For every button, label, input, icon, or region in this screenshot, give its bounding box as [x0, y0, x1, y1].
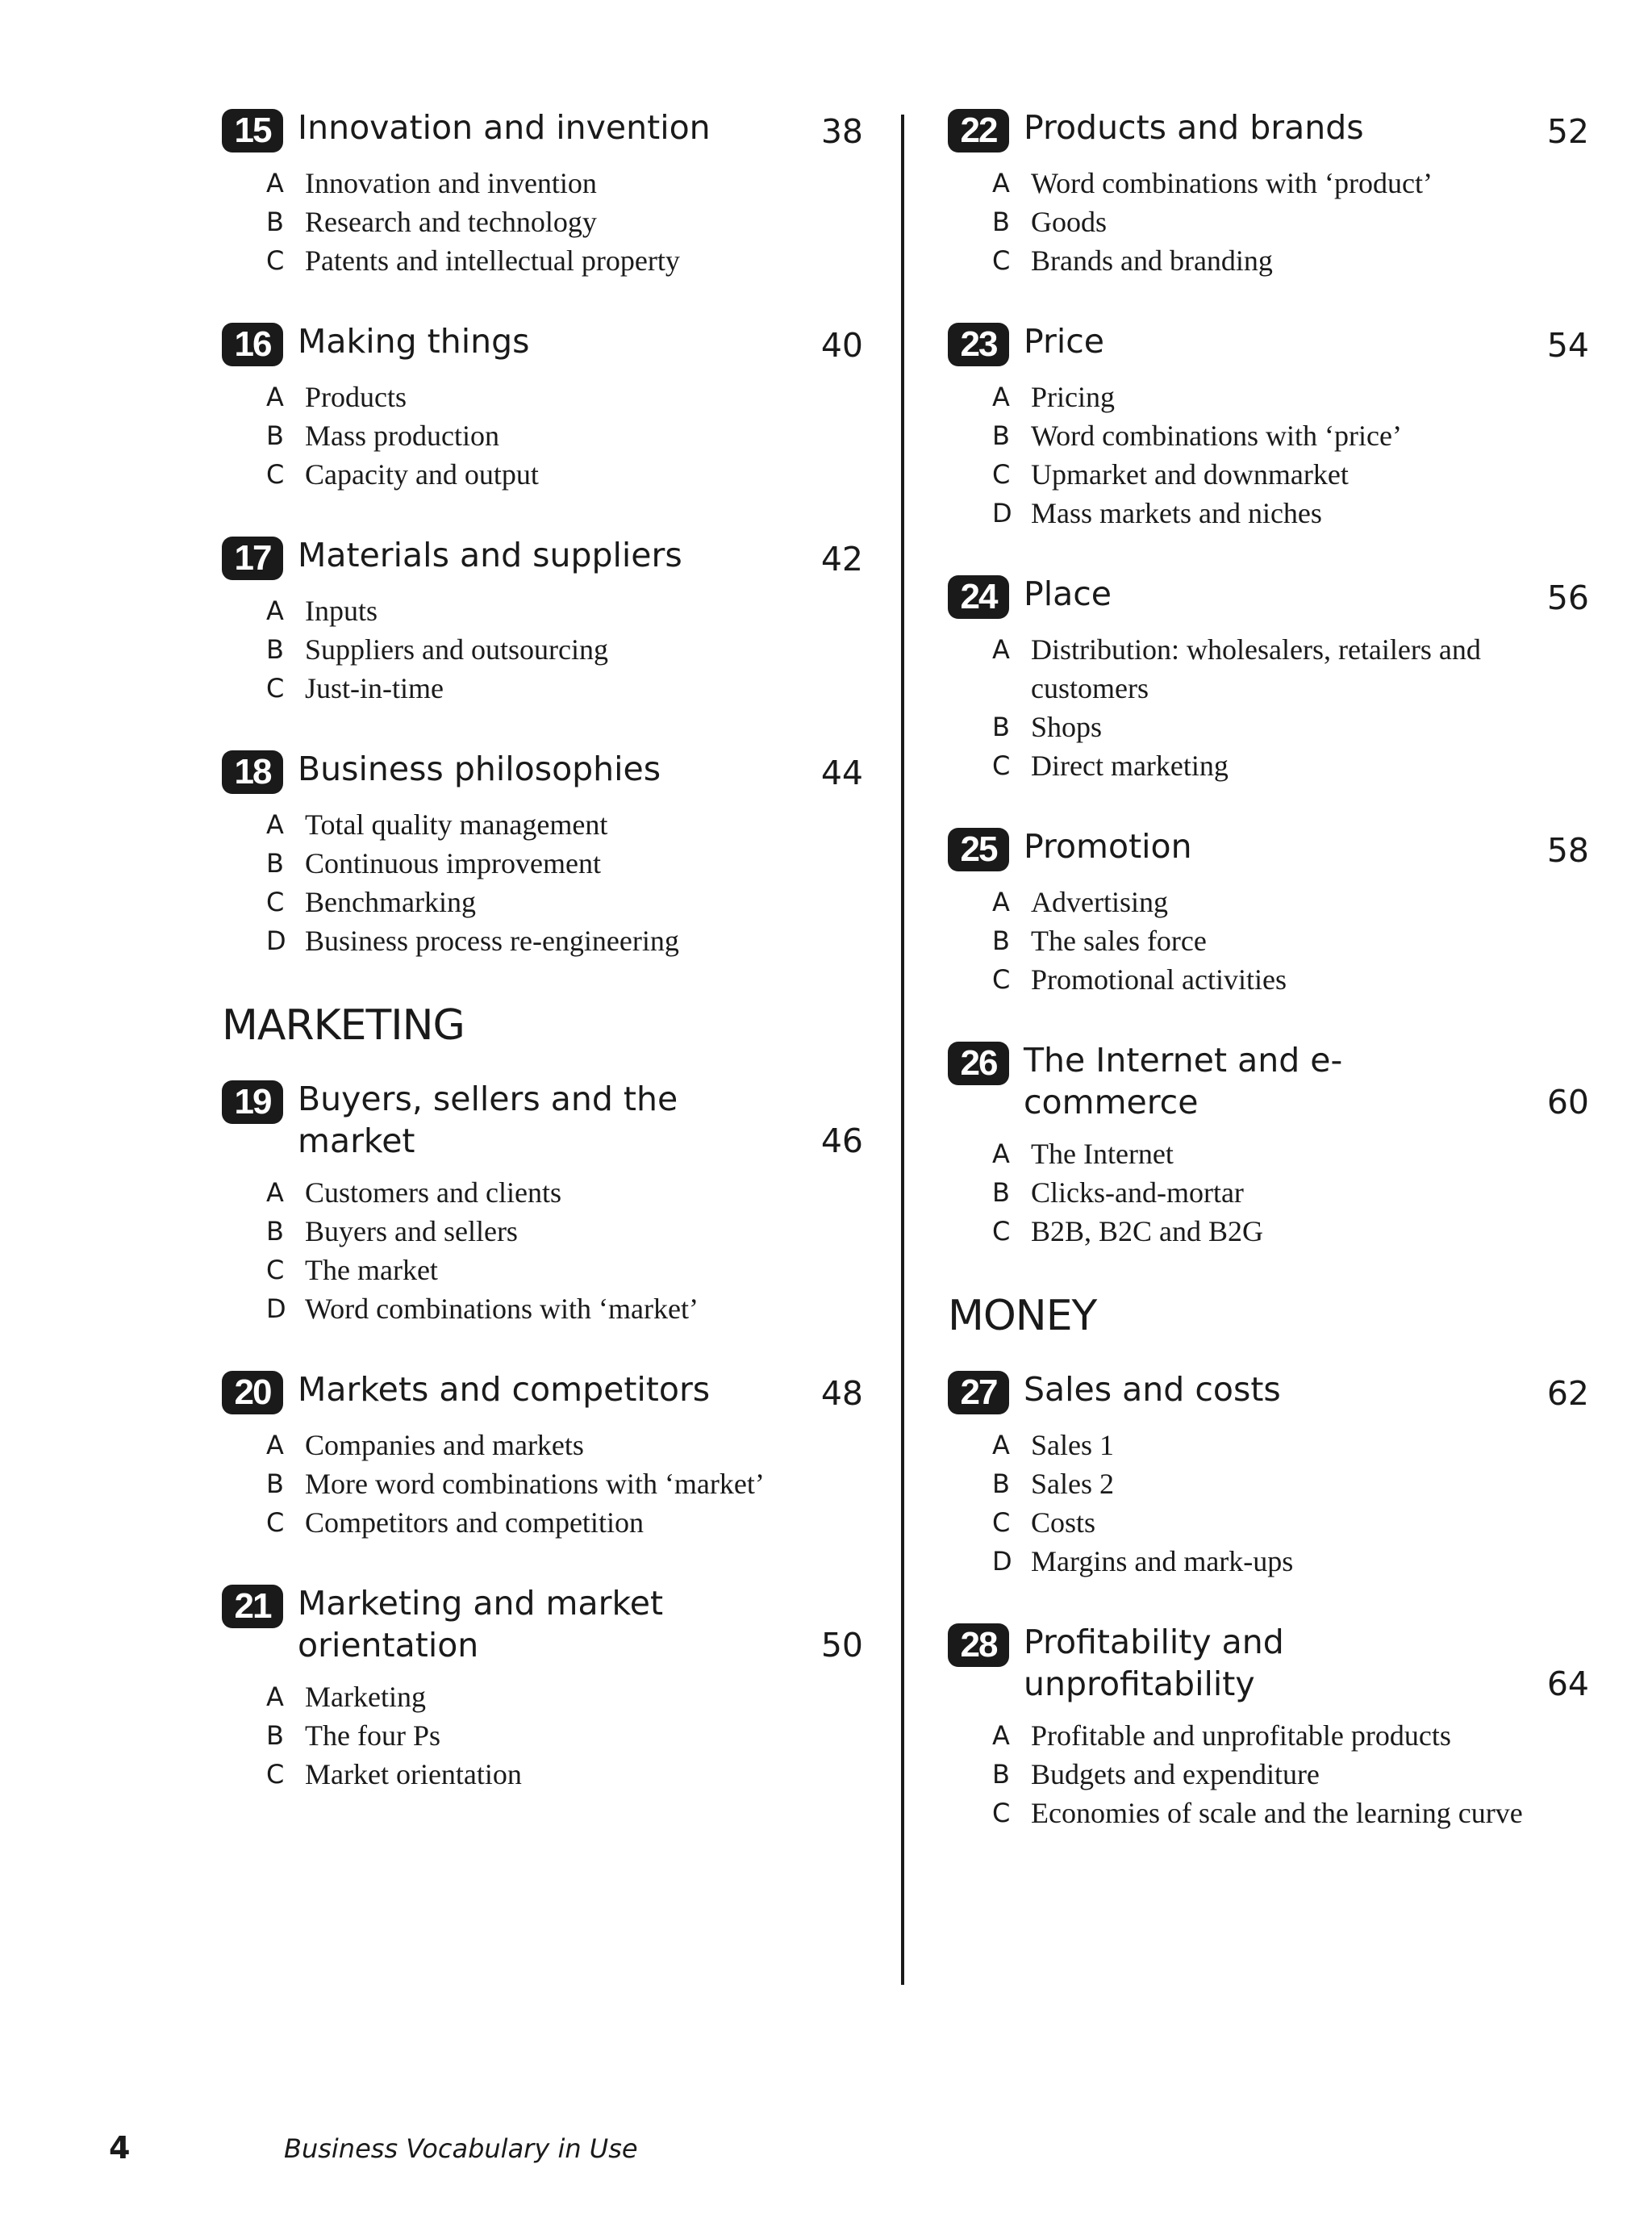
- section-item: [266, 1212, 863, 1251]
- section-item: [266, 416, 863, 455]
- section-item: [992, 1426, 1589, 1464]
- unit-entry[interactable]: [948, 1621, 1589, 1832]
- unit-number-badge: 17: [222, 537, 283, 580]
- unit-title: Price: [1024, 322, 1105, 361]
- section-item: [992, 1755, 1589, 1794]
- unit-sections: [222, 1677, 863, 1794]
- section-title: Budgets and expenditure: [1031, 1758, 1320, 1790]
- unit-page-number: 44: [820, 754, 863, 792]
- section-letter: A: [992, 634, 1010, 665]
- section-letter: C: [266, 1759, 285, 1790]
- section-heading: MARKETING: [222, 1001, 465, 1050]
- unit-title: Products and brands: [1024, 108, 1364, 147]
- unit-entry[interactable]: [222, 107, 863, 280]
- unit-number-badge: 22: [948, 109, 1009, 152]
- unit-page-number: 60: [1546, 1083, 1589, 1122]
- unit-sections: [222, 1426, 863, 1542]
- section-item: [266, 921, 863, 960]
- section-item: [266, 1716, 863, 1755]
- section-title: Marketing: [305, 1681, 426, 1713]
- unit-page-number: 42: [820, 540, 863, 579]
- unit-entry[interactable]: [948, 573, 1589, 785]
- section-title: Direct marketing: [1031, 750, 1229, 782]
- section-title: Competitors and competition: [305, 1506, 644, 1539]
- unit-title: Business philosophies: [298, 750, 661, 788]
- section-item: [266, 1677, 863, 1716]
- unit-page-number: 38: [820, 112, 863, 151]
- section-item: [992, 960, 1589, 999]
- section-item: [992, 1134, 1589, 1173]
- section-item: [266, 805, 863, 844]
- unit-page-number: 64: [1546, 1665, 1589, 1703]
- unit-sections: [948, 164, 1589, 280]
- section-letter: B: [992, 1759, 1010, 1790]
- section-letter: A: [266, 1681, 284, 1712]
- section-title: Economies of scale and the learning curve: [1031, 1797, 1523, 1829]
- unit-header: [948, 107, 1589, 152]
- unit-sections: [222, 378, 863, 494]
- section-item: [266, 883, 863, 921]
- section-item: [992, 1173, 1589, 1212]
- section-item: [266, 241, 863, 280]
- section-title: Capacity and output: [305, 458, 539, 491]
- section-item: [992, 378, 1589, 416]
- section-letter: B: [992, 1177, 1010, 1208]
- unit-header: [948, 573, 1589, 619]
- contents-right-column: [948, 107, 1589, 1873]
- section-item: [266, 1173, 863, 1212]
- unit-sections: [948, 630, 1589, 785]
- section-letter: D: [992, 498, 1012, 528]
- unit-title: Innovation and invention: [298, 108, 711, 147]
- section-title: Just-in-time: [305, 672, 444, 704]
- section-title: Word combinations with ‘market’: [305, 1293, 699, 1325]
- unit-sections: [948, 378, 1589, 533]
- section-letter: B: [266, 848, 284, 879]
- section-letter: A: [992, 1720, 1010, 1751]
- unit-header: [222, 534, 863, 580]
- unit-sections: [948, 1716, 1589, 1832]
- section-letter: B: [992, 207, 1010, 237]
- section-item: [266, 1464, 863, 1503]
- section-title: Promotional activities: [1031, 963, 1287, 996]
- unit-title: Place: [1024, 574, 1112, 613]
- unit-page-number: 46: [820, 1122, 863, 1160]
- section-letter: D: [992, 1546, 1012, 1577]
- section-title: Word combinations with ‘price’: [1031, 420, 1402, 452]
- unit-number-badge: 24: [948, 575, 1009, 619]
- unit-page-number: 52: [1546, 112, 1589, 151]
- section-letter: B: [266, 1216, 284, 1247]
- section-letter: C: [992, 1216, 1011, 1247]
- section-title: Sales 1: [1031, 1429, 1114, 1461]
- section-item: [266, 844, 863, 883]
- section-item: [992, 708, 1589, 746]
- section-title: Patents and intellectual property: [305, 244, 680, 277]
- section-title: The Internet: [1031, 1138, 1174, 1170]
- unit-number-badge: 19: [222, 1080, 283, 1124]
- section-title: Margins and mark-ups: [1031, 1545, 1294, 1577]
- section-letter: B: [266, 634, 284, 665]
- section-item: [266, 455, 863, 494]
- section-title: Business process re-engineering: [305, 925, 679, 957]
- unit-number-badge: 25: [948, 828, 1009, 871]
- section-letter: A: [266, 595, 284, 626]
- section-item: [992, 1212, 1589, 1251]
- section-title: The sales force: [1031, 925, 1207, 957]
- section-letter: C: [266, 673, 285, 704]
- unit-sections: [222, 164, 863, 280]
- unit-header: [222, 320, 863, 366]
- section-letter: A: [266, 1430, 284, 1460]
- section-letter: C: [266, 459, 285, 490]
- unit-page-number: 58: [1546, 831, 1589, 870]
- unit-number-badge: 28: [948, 1623, 1009, 1667]
- section-title: Brands and branding: [1031, 244, 1273, 277]
- section-item: [266, 591, 863, 630]
- unit-title: Markets and competitors: [298, 1370, 711, 1409]
- section-title: Costs: [1031, 1506, 1096, 1539]
- section-letter: C: [266, 1255, 285, 1285]
- section-letter: C: [992, 459, 1011, 490]
- unit-header: [948, 825, 1589, 871]
- section-item: [266, 630, 863, 669]
- section-item: [992, 203, 1589, 241]
- unit-page-number: 40: [820, 326, 863, 365]
- unit-page-number: 56: [1546, 579, 1589, 617]
- unit-entry[interactable]: [948, 1368, 1589, 1581]
- section-title: Benchmarking: [305, 886, 476, 918]
- section-title: Inputs: [305, 595, 378, 627]
- unit-number-badge: 16: [222, 323, 283, 366]
- section-item: [266, 203, 863, 241]
- section-letter: A: [266, 168, 284, 198]
- section-letter: C: [266, 245, 285, 276]
- unit-title: Promotion: [1024, 827, 1192, 866]
- section-item: [266, 378, 863, 416]
- section-item: [266, 164, 863, 203]
- section-item: [992, 883, 1589, 921]
- unit-page-number: 48: [820, 1374, 863, 1413]
- footer-page-number: 4: [109, 2130, 131, 2166]
- section-item: [992, 416, 1589, 455]
- section-title: Products: [305, 381, 407, 413]
- unit-header: [948, 1368, 1589, 1414]
- section-item: [992, 1716, 1589, 1755]
- section-item: [992, 1794, 1589, 1832]
- unit-entry[interactable]: [222, 320, 863, 494]
- section-letter: A: [992, 168, 1010, 198]
- section-item: [992, 494, 1589, 533]
- section-title: Profitable and unprofitable products: [1031, 1719, 1451, 1752]
- unit-entry[interactable]: [222, 1582, 863, 1794]
- section-title: Advertising: [1031, 886, 1168, 918]
- section-letter: A: [992, 887, 1010, 917]
- unit-entry[interactable]: [222, 748, 863, 960]
- unit-page-number: 54: [1546, 326, 1589, 365]
- unit-sections: [222, 1173, 863, 1328]
- section-title: Clicks-and-mortar: [1031, 1176, 1244, 1209]
- section-title: Innovation and invention: [305, 167, 597, 199]
- unit-header: [222, 1078, 863, 1162]
- section-letter: B: [266, 420, 284, 451]
- section-title: Buyers and sellers: [305, 1215, 518, 1247]
- section-item: [992, 630, 1589, 708]
- section-heading: MONEY: [948, 1292, 1097, 1340]
- section-letter: C: [992, 750, 1011, 781]
- section-title: Total quality management: [305, 808, 608, 841]
- unit-title: Making things: [298, 322, 530, 361]
- section-title: Customers and clients: [305, 1176, 561, 1209]
- unit-header: [948, 1621, 1589, 1705]
- unit-number-badge: 23: [948, 323, 1009, 366]
- section-letter: C: [992, 1507, 1011, 1538]
- unit-sections: [948, 883, 1589, 999]
- section-letter: B: [992, 712, 1010, 742]
- section-title: The four Ps: [305, 1719, 440, 1752]
- section-title: Mass markets and niches: [1031, 497, 1322, 529]
- unit-entry[interactable]: [948, 825, 1589, 999]
- section-letter: D: [266, 925, 286, 956]
- unit-header: [948, 320, 1589, 366]
- section-letter: B: [266, 207, 284, 237]
- section-letter: C: [266, 1507, 285, 1538]
- section-letter: B: [266, 1468, 284, 1499]
- section-title: Mass production: [305, 420, 499, 452]
- section-title: Research and technology: [305, 206, 597, 238]
- section-item: [992, 1503, 1589, 1542]
- section-letter: B: [992, 925, 1010, 956]
- unit-page-number: 50: [820, 1626, 863, 1665]
- section-title: Distribution: wholesalers, retailers and customers: [1031, 633, 1481, 704]
- unit-sections: [948, 1426, 1589, 1581]
- unit-title: Marketing and market orientation: [298, 1584, 664, 1665]
- section-letter: B: [266, 1720, 284, 1751]
- section-item: [266, 1251, 863, 1289]
- footer-book-title: Business Vocabulary in Use: [284, 2133, 638, 2164]
- section-item: [992, 241, 1589, 280]
- unit-header: [222, 1368, 863, 1414]
- section-item: [266, 1755, 863, 1794]
- unit-entry[interactable]: [948, 320, 1589, 533]
- unit-title: Buyers, sellers and the market: [298, 1080, 678, 1160]
- unit-title: Sales and costs: [1024, 1370, 1281, 1409]
- section-item: [992, 1542, 1589, 1581]
- section-letter: A: [992, 1138, 1010, 1169]
- section-letter: C: [992, 964, 1011, 995]
- section-letter: C: [992, 245, 1011, 276]
- section-letter: B: [992, 1468, 1010, 1499]
- unit-header: [222, 748, 863, 794]
- unit-entry[interactable]: [948, 1039, 1589, 1251]
- unit-title: Profitability and unprofitability: [1024, 1623, 1284, 1703]
- unit-title: The Internet and e-commerce: [1024, 1041, 1343, 1122]
- section-letter: A: [266, 382, 284, 412]
- unit-header: [222, 107, 863, 152]
- unit-number-badge: 15: [222, 109, 283, 152]
- section-title: Goods: [1031, 206, 1108, 238]
- unit-sections: [948, 1134, 1589, 1251]
- section-title: Market orientation: [305, 1758, 522, 1790]
- section-letter: A: [266, 809, 284, 840]
- contents-left-column: [222, 107, 863, 1834]
- section-title: Upmarket and downmarket: [1031, 458, 1349, 491]
- unit-number-badge: 27: [948, 1371, 1009, 1414]
- page-footer: [0, 2130, 1652, 2178]
- unit-sections: [222, 805, 863, 960]
- section-letter: D: [266, 1293, 286, 1324]
- section-letter: A: [266, 1177, 284, 1208]
- unit-header: [948, 1039, 1589, 1123]
- section-title: Suppliers and outsourcing: [305, 633, 608, 666]
- section-title: Sales 2: [1031, 1468, 1114, 1500]
- section-item: [266, 669, 863, 708]
- unit-entry[interactable]: [222, 1078, 863, 1328]
- unit-page-number: 62: [1546, 1374, 1589, 1413]
- section-item: [992, 921, 1589, 960]
- section-item: [992, 164, 1589, 203]
- column-divider: [901, 115, 904, 1985]
- unit-entry[interactable]: [948, 107, 1589, 280]
- unit-entry[interactable]: [222, 534, 863, 708]
- section-title: The market: [305, 1254, 438, 1286]
- unit-title: Materials and suppliers: [298, 536, 682, 574]
- section-item: [266, 1503, 863, 1542]
- section-title: Word combinations with ‘product’: [1031, 167, 1433, 199]
- unit-sections: [222, 591, 863, 708]
- unit-header: [222, 1582, 863, 1666]
- unit-number-badge: 18: [222, 750, 283, 794]
- section-title: Pricing: [1031, 381, 1115, 413]
- section-item: [266, 1289, 863, 1328]
- section-letter: C: [266, 887, 285, 917]
- section-letter: C: [992, 1798, 1011, 1828]
- section-item: [992, 1464, 1589, 1503]
- section-item: [992, 746, 1589, 785]
- section-letter: A: [992, 382, 1010, 412]
- section-letter: B: [992, 420, 1010, 451]
- unit-number-badge: 20: [222, 1371, 283, 1414]
- section-title: B2B, B2C and B2G: [1031, 1215, 1264, 1247]
- section-item: [992, 455, 1589, 494]
- section-letter: A: [992, 1430, 1010, 1460]
- section-item: [266, 1426, 863, 1464]
- unit-entry[interactable]: [222, 1368, 863, 1542]
- section-title: Shops: [1031, 711, 1103, 743]
- unit-number-badge: 26: [948, 1042, 1009, 1085]
- section-title: More word combinations with ‘market’: [305, 1468, 765, 1500]
- section-title: Continuous improvement: [305, 847, 601, 879]
- unit-number-badge: 21: [222, 1585, 283, 1628]
- section-title: Companies and markets: [305, 1429, 584, 1461]
